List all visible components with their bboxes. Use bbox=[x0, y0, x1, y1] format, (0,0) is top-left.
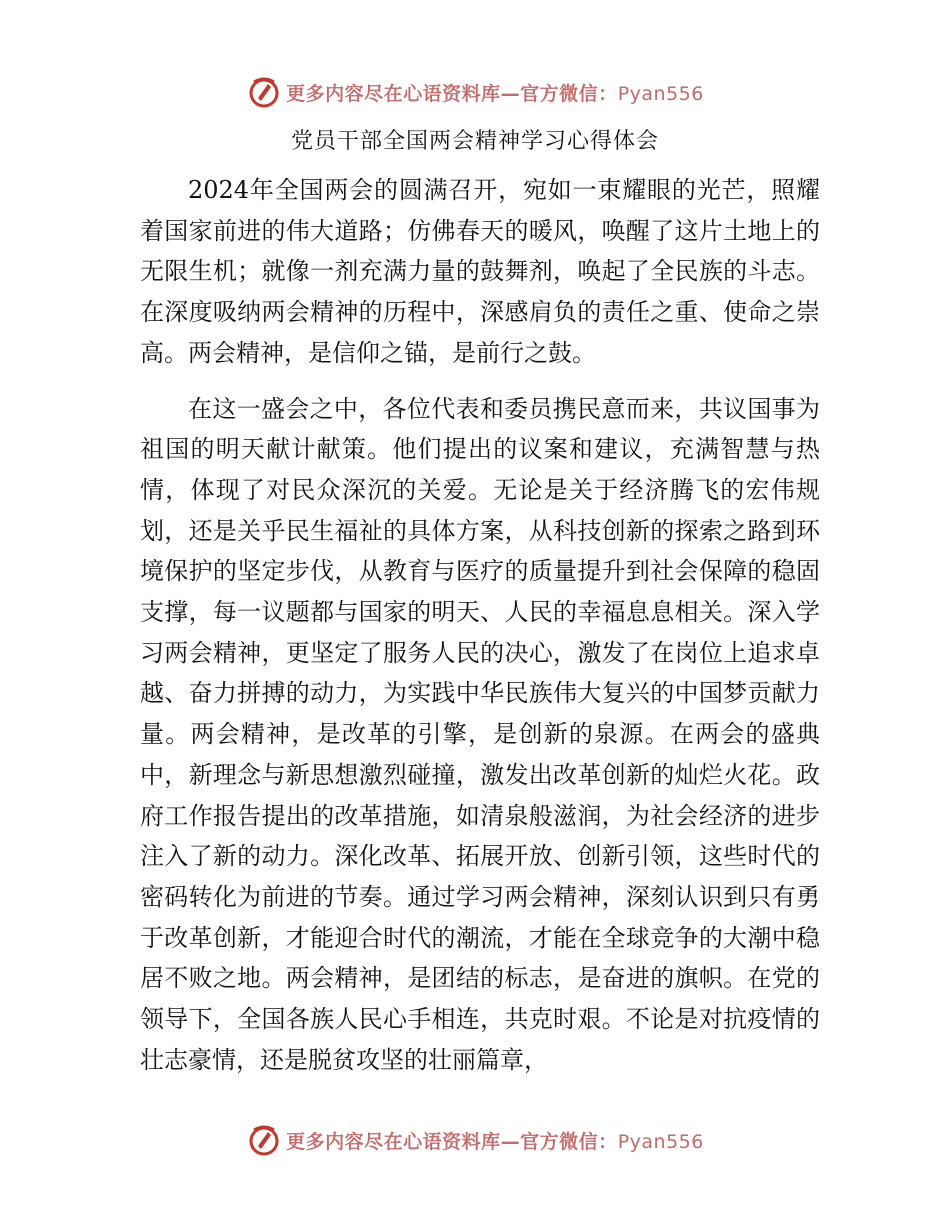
brand-logo-icon bbox=[246, 74, 282, 110]
brand-logo-icon bbox=[246, 1122, 282, 1158]
paragraph-1: 2024年全国两会的圆满召开，宛如一束耀眼的光芒，照耀着国家前进的伟大道路；仿佛春天的暖风，唤醒了这片土地上的无限生机；就像一剂充满力量的鼓舞剂，唤起了全民族的斗志。在深度吸纳两会精神的历程中，深感肩负的责任之重、使命之崇高。两会精神，是信仰之锚，是前行之鼓。 bbox=[140, 176, 820, 367]
document-title: 党员干部全国两会精神学习心得体会 bbox=[290, 129, 659, 154]
document-body bbox=[140, 170, 820, 1080]
banner-contact-id: Pyan556 bbox=[617, 82, 704, 105]
banner-contact-label: 官方微信： bbox=[520, 82, 618, 105]
banner-text bbox=[286, 79, 704, 106]
banner-site-text: 更多内容尽在心语资料库 bbox=[286, 1130, 501, 1153]
banner-dash: — bbox=[500, 1130, 521, 1153]
banner-dash: — bbox=[500, 82, 521, 105]
footer-banner bbox=[0, 1120, 950, 1160]
paragraph-2: 在这一盛会之中，各位代表和委员携民意而来，共议国事为祖国的明天献计献策。他们提出的议案和建议，充满智慧与热情，体现了对民众深沉的关爱。无论是关于经济腾飞的宏伟规划，还是关乎民生福祉的具体方案，从科技创新的探索之路到环境保护的坚定步伐，从教育与医疗的质量提升到社会保障的稳固支撑，每一议题都与国家的明天、人民的幸福息息相关。深入学习两会精神，更坚定了服务人民的决心，激发了在岗位上追求卓越、奋力拼搏的动力，为实践中华民族伟大复兴的中国梦贡献力量。两会精神，是改革的引擎，是创新的泉源。在两会的盛典中，新理念与新思想激烈碰撞，激发出改革创新的灿烂火花。政府工作报告提出的改革措施，如清泉般滋润，为社会经济的进步注入了新的动力。深化改革、拓展开放、创新引领，这些时代的密码转化为前进的节奏。通过学习两会精神，深刻认识到只有勇于改革创新，才能迎合时代的潮流，才能在全球竞争的大潮中稳居不败之地。两会精神，是团结的标志，是奋进的旗帜。在党的领导下，全国各族人民心手相连，共克时艰。不论是对抗疫情的壮志豪情，还是脱贫攻坚的壮丽篇章， bbox=[140, 394, 820, 1074]
banner-contact-id: Pyan556 bbox=[617, 1130, 704, 1153]
banner-contact-label: 官方微信： bbox=[520, 1130, 618, 1153]
header-banner bbox=[0, 72, 950, 112]
banner-site-text: 更多内容尽在心语资料库 bbox=[286, 82, 501, 105]
banner-text bbox=[286, 1127, 704, 1154]
